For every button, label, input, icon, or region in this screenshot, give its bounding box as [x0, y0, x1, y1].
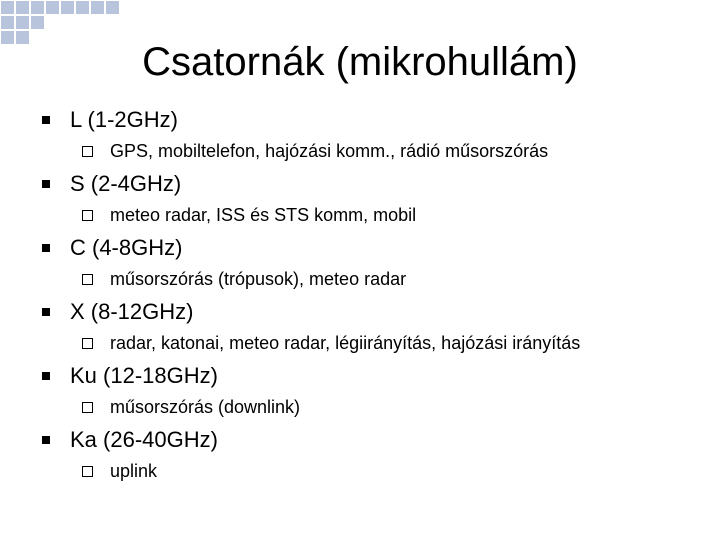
hollow-square-bullet-icon — [82, 466, 93, 477]
hollow-square-bullet-icon — [82, 210, 93, 221]
hollow-square-bullet-icon — [82, 338, 93, 349]
bullet-item-c-band — [40, 228, 700, 292]
bullet-item-s-band — [40, 164, 700, 228]
bullet-item-ku-band — [40, 356, 700, 420]
sub-bullet-text: radar, katonai, meteo radar, légiirányítás, hajózási irányítás — [110, 333, 581, 353]
sub-bullet-text: uplink — [110, 461, 158, 481]
bullet-label: Ka (26-40GHz) — [70, 427, 218, 452]
bullet-label: X (8-12GHz) — [70, 299, 194, 324]
slide-title: Csatornák (mikrohullám) — [142, 40, 578, 84]
square-bullet-icon — [42, 308, 50, 316]
hollow-square-bullet-icon — [82, 402, 93, 413]
bullet-label: Ku (12-18GHz) — [70, 363, 218, 388]
bullet-item-ka-band — [40, 420, 700, 484]
square-bullet-icon — [42, 180, 50, 188]
bullet-label: S (2-4GHz) — [70, 171, 182, 196]
bullet-item-x-band — [40, 292, 700, 356]
bullet-label: L (1-2GHz) — [70, 107, 178, 132]
hollow-square-bullet-icon — [82, 146, 93, 157]
square-bullet-icon — [42, 372, 50, 380]
sub-bullet-text: meteo radar, ISS és STS komm, mobil — [110, 205, 417, 225]
bullet-list — [40, 100, 700, 484]
sub-bullet-text: műsorszórás (downlink) — [110, 397, 301, 417]
sub-bullet-text: műsorszórás (trópusok), meteo radar — [110, 269, 407, 289]
square-bullet-icon — [42, 116, 50, 124]
square-bullet-icon — [42, 244, 50, 252]
bullet-label: C (4-8GHz) — [70, 235, 183, 260]
hollow-square-bullet-icon — [82, 274, 93, 285]
square-bullet-icon — [42, 436, 50, 444]
bullet-item-l-band — [40, 100, 700, 164]
sub-bullet-text: GPS, mobiltelefon, hajózási komm., rádió műsorszórás — [110, 141, 549, 161]
